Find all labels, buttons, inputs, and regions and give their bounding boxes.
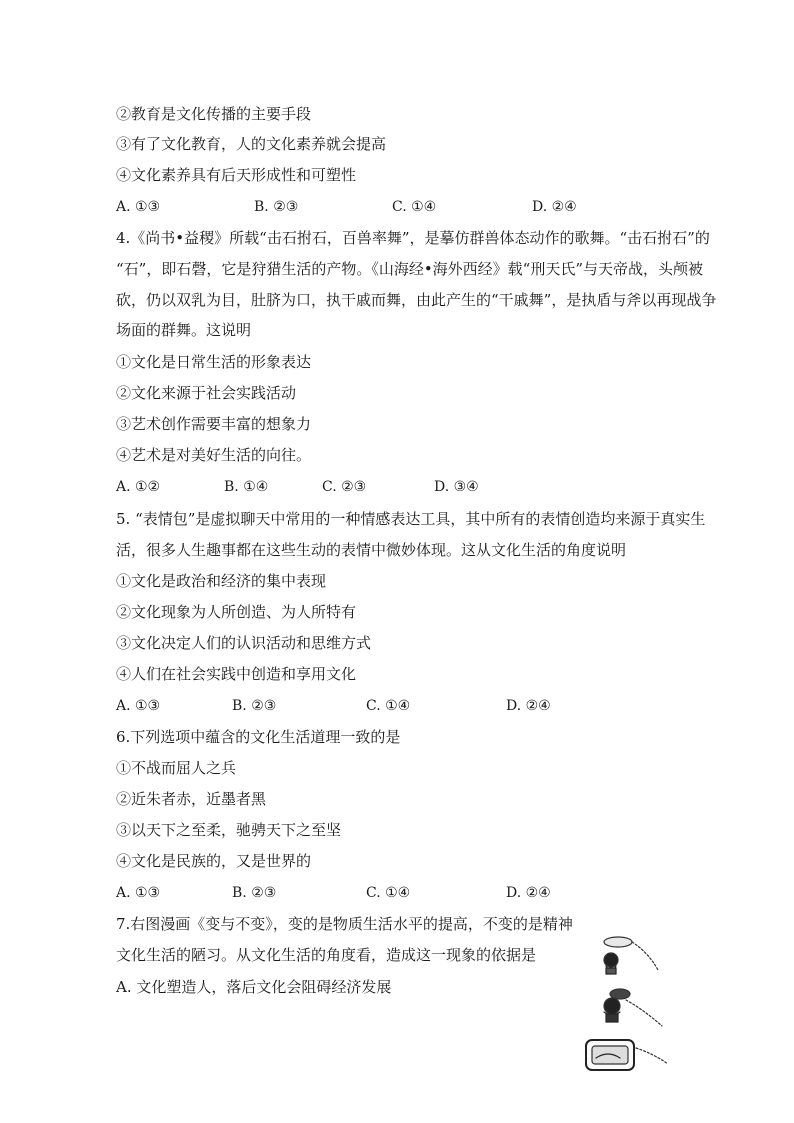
q5-option-b: B. ②③ <box>232 698 277 714</box>
q4-option-b: B. ①④ <box>224 479 269 495</box>
q3-item-3: ③有了文化教育，人的文化素养就会提高 <box>116 135 387 153</box>
q5-item-3: ③文化决定人们的认识活动和思维方式 <box>116 634 372 652</box>
q5-item-2: ②文化现象为人所创造、为人所特有 <box>116 603 357 621</box>
q4-stem-line-2: “石”，即石磬，它是狩猎生活的产物。《山海经•海外西经》载“刑天氏”与天帝战，头颅被 <box>116 260 704 278</box>
q7-stem-line-2: 文化生活的陋习。从文化生活的角度看，造成这一现象的依据是 <box>116 946 537 964</box>
q5-option-d: D. ②④ <box>506 698 551 714</box>
q6-option-a: A. ①③ <box>116 885 161 901</box>
q5-stem-line-2: 活，很多人生趣事都在这些生动的表情中微妙体现。这从文化生活的角度说明 <box>116 541 627 559</box>
q6-item-1: ①不战而屈人之兵 <box>116 759 237 777</box>
q3-option-d: D. ②④ <box>532 199 577 215</box>
q5-item-4: ④人们在社会实践中创造和享用文化 <box>116 665 357 683</box>
q5-stem-line-1: 5. “表情包”是虚拟聊天中常用的一种情感表达工具，其中所有的表情创造均来源于真实生 <box>116 510 706 528</box>
q4-item-1: ①文化是日常生活的形象表达 <box>116 353 312 371</box>
q3-item-4: ④文化素养具有后天形成性和可塑性 <box>116 166 357 184</box>
q6-stem: 6.下列选项中蕴含的文化生活道理一致的是 <box>116 728 401 746</box>
q7-option-a: A. 文化塑造人，落后文化会阻碍经济发展 <box>116 978 392 996</box>
q3-option-c: C. ①④ <box>392 199 437 215</box>
q3-option-b: B. ②③ <box>254 199 299 215</box>
cartoon-illustration <box>578 930 678 1080</box>
q7-stem-line-1: 7.右图漫画《变与不变》，变的是物质生活水平的提高，不变的是精神 <box>116 915 573 933</box>
q6-option-c: C. ①④ <box>366 885 411 901</box>
q4-item-2: ②文化来源于社会实践活动 <box>116 384 297 402</box>
q6-option-d: D. ②④ <box>506 885 551 901</box>
q6-item-3: ③以天下之至柔，驰骋天下之至坚 <box>116 821 342 839</box>
q4-item-4: ④艺术是对美好生活的向往。 <box>116 446 312 464</box>
q3-option-a: A. ①③ <box>116 199 161 215</box>
q5-option-c: C. ①④ <box>366 698 411 714</box>
q4-stem-line-1: 4.《尚书•益稷》所载“击石拊石，百兽率舞”，是摹仿群兽体态动作的歌舞。“击石拊石”的 <box>116 229 710 247</box>
q4-option-c: C. ②③ <box>322 479 367 495</box>
q6-item-4: ④文化是民族的，又是世界的 <box>116 852 312 870</box>
q3-item-2: ②教育是文化传播的主要手段 <box>116 105 312 123</box>
q4-option-d: D. ③④ <box>434 479 479 495</box>
q6-item-2: ②近朱者赤，近墨者黑 <box>116 790 267 808</box>
q4-stem-line-3: 砍，仍以双乳为目，肚脐为口，执干戚而舞，由此产生的“干戚舞”，是执盾与斧以再现战争 <box>116 291 717 309</box>
q5-item-1: ①文化是政治和经济的集中表现 <box>116 572 327 590</box>
q4-item-3: ③艺术创作需要丰富的想象力 <box>116 415 312 433</box>
q4-stem-line-4: 场面的群舞。这说明 <box>116 321 252 339</box>
q5-option-a: A. ①③ <box>116 698 161 714</box>
q6-option-b: B. ②③ <box>232 885 277 901</box>
q4-option-a: A. ①② <box>116 479 161 495</box>
